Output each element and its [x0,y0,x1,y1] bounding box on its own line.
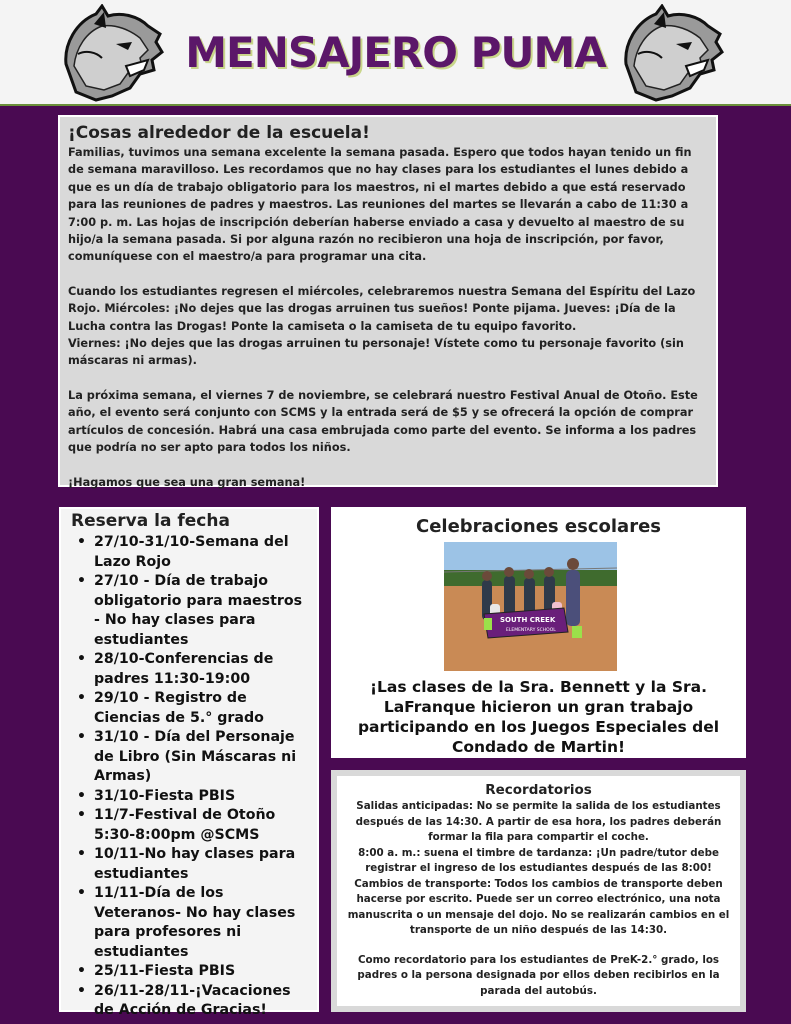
banner-title: SOUTH CREEK [500,616,556,624]
list-item: • 28/10-Conferencias de padres 11:30-19:00 [85,650,311,689]
list-item: • 31/10 - Día del Personaje de Libro (Sin Máscaras ni Armas) [85,728,311,787]
school-news-paragraph: Viernes: ¡No dejes que las drogas arruinen tu personaje! Vístete como tu personaje favorito (sin máscaras ni armas). [68,337,684,368]
reminder-paragraph: Salidas anticipadas: No se permite la salida de los estudiantes después de las 14:30. A partir de esa hora, los padres deberán formar la fila para compartir el coche. [355,800,722,843]
celebrations-panel [331,507,746,758]
school-news-panel [58,115,718,487]
header [0,0,791,106]
list-item: • 25/11-Fiesta PBIS [85,962,311,982]
banner-subtitle: ELEMENTARY SCHOOL [506,628,556,633]
class-group-photo [444,542,617,671]
celebrations-heading: Celebraciones escolares [416,516,661,537]
reminder-paragraph: Como recordatorio para los estudiantes de PreK-2.° grado, los padres o la persona designada por ellos deben recibirlos en la parada del autobús. [357,953,720,997]
reminders-heading: Recordatorios [485,782,592,798]
save-the-date-panel [59,507,319,1018]
puma-mascot-icon [616,4,726,102]
school-news-closing: ¡Hagamos que sea una gran semana! [68,475,306,489]
list-item: • 29/10 - Registro de Ciencias de 5.° grado [85,689,311,728]
school-news-heading: ¡Cosas alrededor de la escuela! [68,123,370,143]
newsletter-title: MENSAJERO PUMA [185,28,606,77]
school-news-paragraph: Familias, tuvimos una semana excelente la semana pasada. Espero que todos hayan tenido un fin de semana maravilloso. Les recordamos que no hay clases para los estudiantes el lunes debido a que es un día de trabajo obligatorio para los maestros, ni el martes debido a que está reservado para las reuniones de padres y maestros. Las reuniones del martes se llevarán a cabo de 11:30 a 7:00 p. m. Las hojas de inscripción deberían haberse enviado a casa y devuelto al maestro de su hijo/a la semana pasada. Si por alguna razón no recibieron una hoja de inscripción, por favor, comuníquese con el maestro/a para programar una cita. [68,146,692,264]
list-item: • 31/10-Fiesta PBIS [85,787,311,807]
list-item: • 27/10 - Día de trabajo obligatorio para maestros - No hay clases para estudiantes [85,572,311,650]
list-item: • 11/11-Día de los Veteranos- No hay clases para profesores ni estudiantes [85,884,311,962]
list-item: • 11/7-Festival de Otoño 5:30-8:00pm @SCMS [85,806,311,845]
list-item: • 26/11-28/11-¡Vacaciones de Acción de Gracias! [85,982,311,1021]
list-item: • 10/11-No hay clases para estudiantes [85,845,311,884]
reminder-paragraph: 8:00 a. m.: suena el timbre de tardanza: ¡Un padre/tutor debe registrar el ingreso de los estudiantes después de las 8:00! [358,846,719,874]
reminders-inner [337,776,740,1006]
save-the-date-heading: Reserva la fecha [71,511,230,531]
reminder-paragraph: Cambios de transporte: Todos los cambios de transporte deben hacerse por escrito. Puede ser un correo electrónico, una nota manuscrita o un mensaje del dojo. No se realizarán cambios en el transporte de un niño después de las 14:30. [347,877,730,936]
school-news-paragraph: Cuando los estudiantes regresen el miércoles, celebraremos nuestra Semana del Espíritu del Lazo Rojo. Miércoles: ¡No dejes que las drogas arruinen tus sueños! Ponte pijama. Jueves: ¡Día de la Lucha contra las Drogas! Ponte la camiseta o la camiseta de tu equipo favorito. [68,284,696,333]
list-item: • 27/10-31/10-Semana del Lazo Rojo [85,533,311,572]
reminders-panel [331,770,746,1012]
save-the-date-list [71,533,311,1021]
celebrations-caption: ¡Las clases de la Sra. Bennett y la Sra. LaFranque hicieron un gran trabajo participando en los Juegos Especiales del Condado de Martin! [357,678,720,756]
school-news-paragraph: La próxima semana, el viernes 7 de noviembre, se celebrará nuestro Festival Anual de Otoño. Este año, el evento será conjunto con SCMS y la entrada será de $5 y se ofrecerá la opción de comprar artículos de concesión. Habrá una casa embrujada como parte del evento. Se informa a los padres que podría no ser apto para todos los niños. [68,388,698,455]
